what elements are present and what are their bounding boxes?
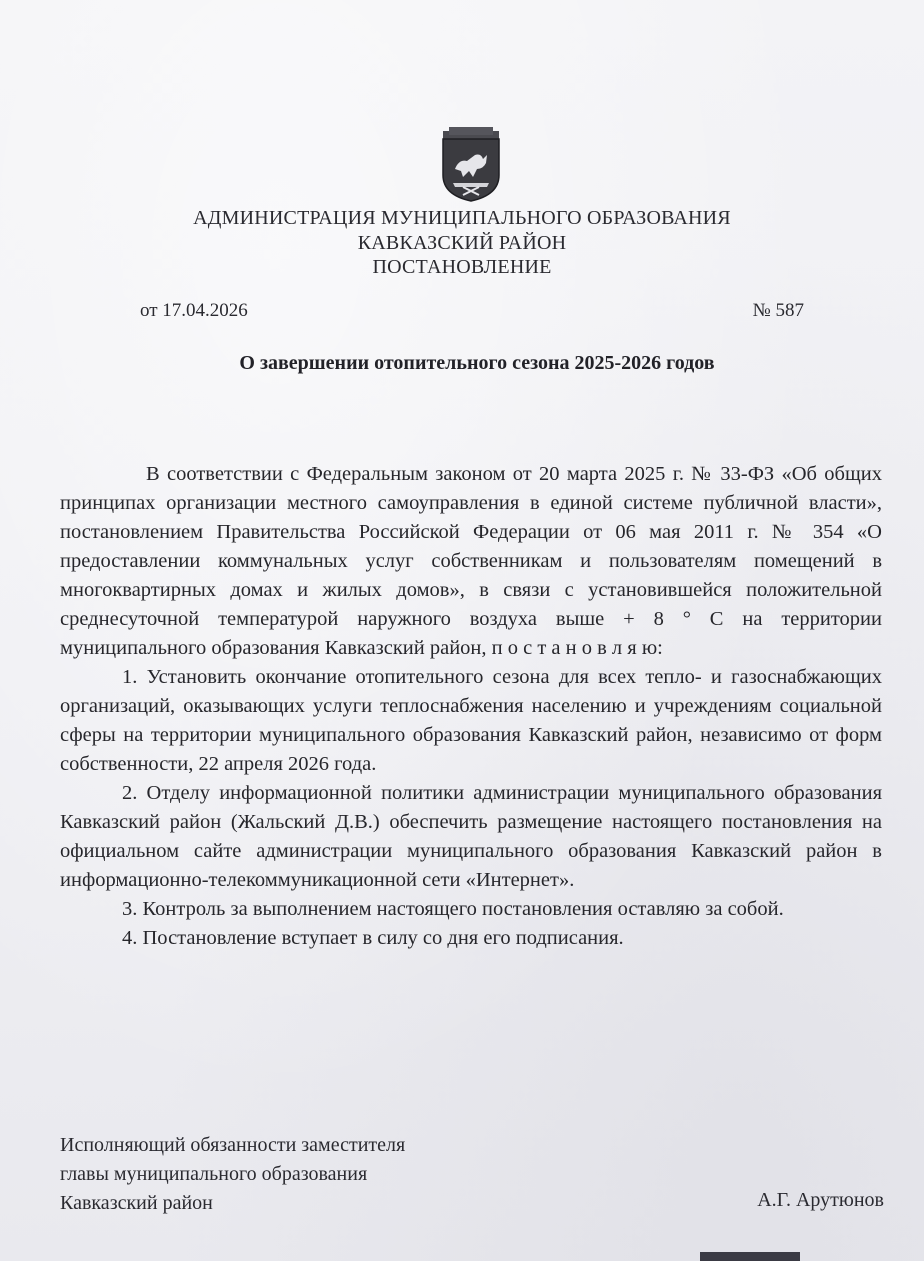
clause-1: 1. Установить окончание отопительного сезона для всех тепло- и газоснабжающих организаций, оказывающих услуги теплоснабжения населению и учреждениям социальной сферы на территории муниципального образования Кавказский район, независимо от форм собственности, 22 апреля 2026 года.	[60, 666, 882, 775]
signature-position-line-2: главы муниципального образования	[60, 1163, 368, 1185]
clause-3: 3. Контроль за выполнением настоящего постановления оставляю за собой.	[122, 898, 784, 920]
document-title: О завершении отопительного сезона 2025-2026 годов	[239, 352, 715, 374]
signature-block	[60, 1131, 405, 1218]
header-doc-type: ПОСТАНОВЛЕНИЕ	[372, 256, 552, 278]
clause-4: 4. Постановление вступает в силу со дня его подписания.	[122, 927, 624, 949]
signature-position-line-1: Исполняющий обязанности заместителя	[60, 1134, 406, 1156]
preamble-paragraph: В соответствии с Федеральным законом от 20 марта 2025 г. № 33-ФЗ «Об общих принципах организации местного самоуправления в единой системе публичной власти», постановлением Правительства Российской Федерации от 06 мая 2011 г. № 354 «О предоставлении коммунальных услуг собственникам и пользователям помещений в многоквартирных домах и жилых домов», в связи с установившейся положительной среднесуточной температурой наружного воздуха выше + 8 ° С на территории муниципального образования Кавказский район, п о с т а н о в л я ю:	[60, 463, 882, 659]
header-organization: АДМИНИСТРАЦИЯ МУНИЦИПАЛЬНОГО ОБРАЗОВАНИЯ	[193, 207, 731, 229]
document-date: от 17.04.2026	[140, 300, 248, 321]
document-body	[60, 460, 882, 953]
clause-2: 2. Отделу информационной политики администрации муниципального образования Кавказский район (Жальский Д.В.) обеспечить размещение настоящего постановления на официальном сайте администрации муниципального образования Кавказский район в информационно-телекоммуникационной сети «Интернет».	[60, 782, 882, 891]
background-object	[700, 1252, 800, 1261]
signature-position-line-3: Кавказский район	[60, 1192, 213, 1214]
coat-of-arms-emblem	[437, 125, 505, 203]
header-district: КАВКАЗСКИЙ РАЙОН	[357, 232, 567, 254]
document-number: № 587	[752, 300, 804, 321]
signatory-name: А.Г. Арутюнов	[757, 1189, 884, 1211]
